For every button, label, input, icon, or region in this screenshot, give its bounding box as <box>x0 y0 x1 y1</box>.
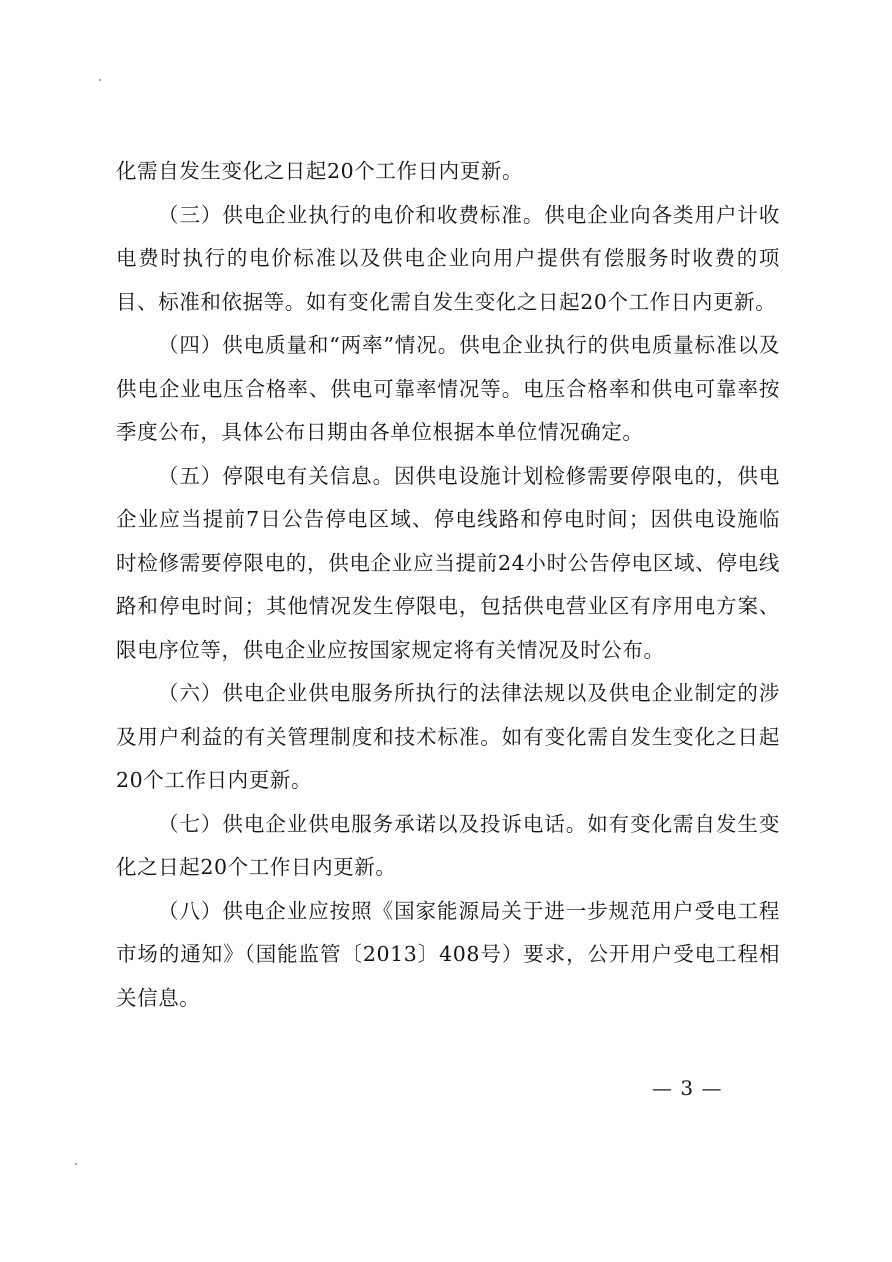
paragraph-continuation: 化需自发生变化之日起20个工作日内更新。 <box>116 159 524 183</box>
paragraph-item-4: （四）供电质量和“两率”情况。供电企业执行的供电质量标准以及供电企业电压合格率、供电可靠率情况等。电压合格率和供电可靠率按季度公布，具体公布日期由各单位根据本单位情况确定。 <box>116 333 780 444</box>
paragraph-item-5: （五）停限电有关信息。因供电设施计划检修需要停限电的，供电企业应当提前7日公告停电区域、停电线路和停电时间；因供电设施临时检修需要停限电的，供电企业应当提前24小时公告停电区域、停电线路和停电时间；其他情况发生停限电，包括供电营业区有序用电方案、限电序位等，供电企业应按国家规定将有关情况及时公布。 <box>116 463 780 662</box>
paragraph-item-8: （八）供电企业应按照《国家能源局关于进一步规范用户受电工程市场的通知》（国能监管〔2013〕408号）要求，公开用户受电工程相关信息。 <box>116 898 780 1010</box>
scan-speck <box>75 1163 77 1165</box>
document-body <box>116 150 780 1020</box>
paragraph-item-3: （三）供电企业执行的电价和收费标准。供电企业向各类用户计收电费时执行的电价标准以及供电企业向用户提供有偿服务时收费的项目、标准和依据等。如有变化需自发生变化之日起20个工作日内更新。 <box>116 202 780 314</box>
page-number: — 3 — <box>652 1076 723 1100</box>
scan-speck <box>99 79 101 81</box>
paragraph-item-7: （七）供电企业供电服务承诺以及投诉电话。如有变化需自发生变化之日起20个工作日内更新。 <box>116 811 780 879</box>
paragraph-item-6: （六）供电企业供电服务所执行的法律法规以及供电企业制定的涉及用户利益的有关管理制度和技术标准。如有变化需自发生变化之日起20个工作日内更新。 <box>116 681 780 792</box>
